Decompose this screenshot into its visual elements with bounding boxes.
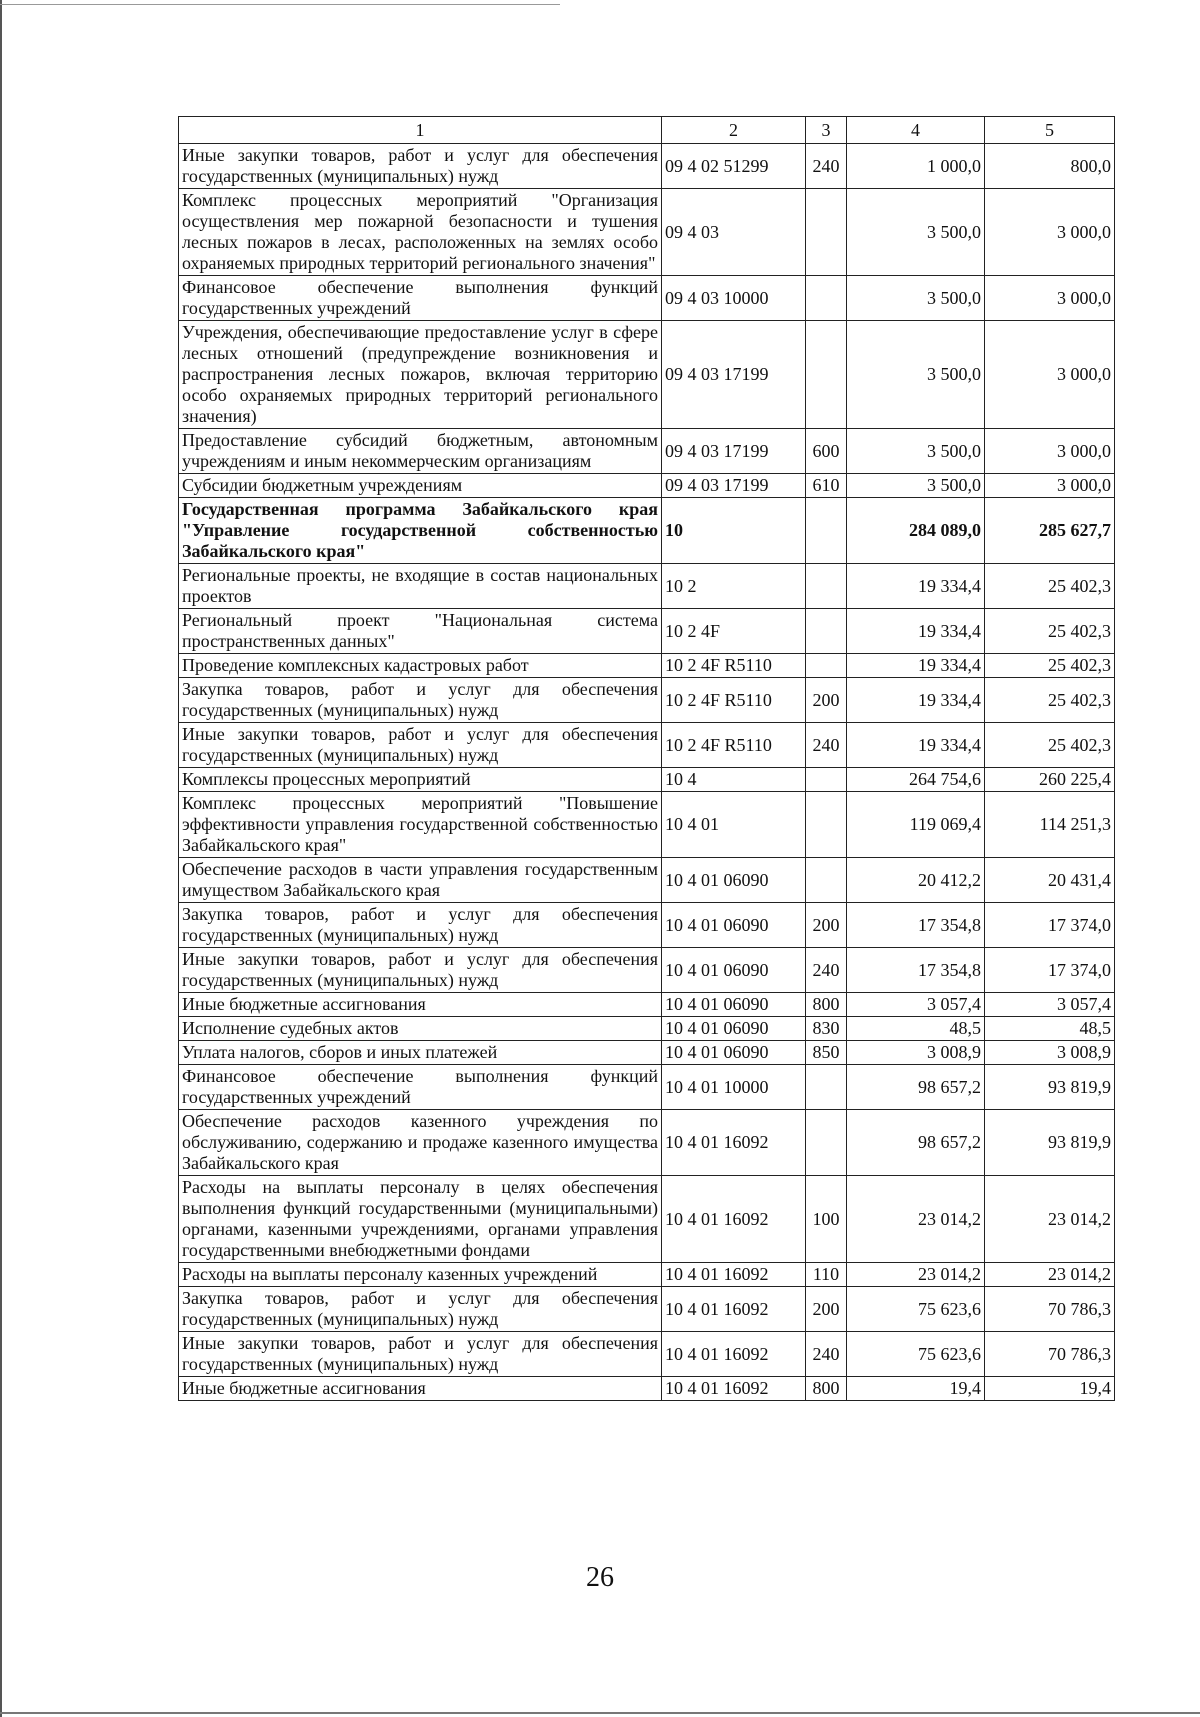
row-expense-type-cell: 850 <box>806 1041 847 1065</box>
row-name-cell: Закупка товаров, работ и услуг для обеспечения государственных (муниципальных) нужд <box>179 678 662 723</box>
table-row <box>179 564 1115 609</box>
row-expense-type-cell <box>806 564 847 609</box>
row-amount-2-cell: 25 402,3 <box>985 654 1115 678</box>
table-row <box>179 903 1115 948</box>
row-amount-2-cell: 3 008,9 <box>985 1041 1115 1065</box>
table-row <box>179 993 1115 1017</box>
table-row <box>179 609 1115 654</box>
row-amount-1-cell: 19 334,4 <box>847 678 985 723</box>
page-bottom-edge <box>0 1712 1200 1714</box>
table-row <box>179 1332 1115 1377</box>
row-expense-type-cell <box>806 768 847 792</box>
row-name-cell: Финансовое обеспечение выполнения функций государственных учреждений <box>179 276 662 321</box>
row-amount-2-cell: 800,0 <box>985 144 1115 189</box>
row-expense-type-cell: 800 <box>806 1377 847 1401</box>
row-expense-type-cell: 240 <box>806 144 847 189</box>
table-row <box>179 1041 1115 1065</box>
row-amount-2-cell: 17 374,0 <box>985 903 1115 948</box>
row-amount-1-cell: 3 057,4 <box>847 993 985 1017</box>
table-row <box>179 858 1115 903</box>
row-code-cell: 10 2 <box>662 564 806 609</box>
row-name-cell: Иные закупки товаров, работ и услуг для обеспечения государственных (муниципальных) нужд <box>179 948 662 993</box>
table-row <box>179 1176 1115 1263</box>
row-name-cell: Обеспечение расходов казенного учреждения по обслуживанию, содержанию и продаже казенного имущества Забайкальского края <box>179 1110 662 1176</box>
row-expense-type-cell: 200 <box>806 903 847 948</box>
row-expense-type-cell: 800 <box>806 993 847 1017</box>
page-number: 26 <box>586 1562 614 1593</box>
header-col-1: 1 <box>179 117 662 144</box>
table-row <box>179 1017 1115 1041</box>
row-expense-type-cell: 600 <box>806 429 847 474</box>
row-amount-1-cell: 3 500,0 <box>847 321 985 429</box>
row-code-cell: 10 4 01 16092 <box>662 1332 806 1377</box>
row-amount-1-cell: 98 657,2 <box>847 1110 985 1176</box>
row-code-cell: 10 2 4F R5110 <box>662 654 806 678</box>
row-code-cell: 09 4 03 10000 <box>662 276 806 321</box>
row-code-cell: 09 4 03 17199 <box>662 474 806 498</box>
row-expense-type-cell <box>806 654 847 678</box>
row-amount-1-cell: 284 089,0 <box>847 498 985 564</box>
row-amount-2-cell: 23 014,2 <box>985 1263 1115 1287</box>
row-code-cell: 10 4 01 16092 <box>662 1287 806 1332</box>
row-name-cell: Иные бюджетные ассигнования <box>179 1377 662 1401</box>
row-name-cell: Комплекс процессных мероприятий "Организация осуществления мер пожарной безопасности и тушения лесных пожаров в лесах, расположенных на землях особо охраняемых природных территорий регионального значения" <box>179 189 662 276</box>
row-amount-2-cell: 70 786,3 <box>985 1332 1115 1377</box>
row-amount-2-cell: 114 251,3 <box>985 792 1115 858</box>
row-expense-type-cell: 240 <box>806 948 847 993</box>
row-amount-1-cell: 119 069,4 <box>847 792 985 858</box>
row-code-cell: 10 2 4F R5110 <box>662 723 806 768</box>
row-name-cell: Предоставление субсидий бюджетным, автономным учреждениям и иным некоммерческим организациям <box>179 429 662 474</box>
row-code-cell: 09 4 02 51299 <box>662 144 806 189</box>
row-name-cell: Уплата налогов, сборов и иных платежей <box>179 1041 662 1065</box>
row-code-cell: 10 4 01 <box>662 792 806 858</box>
row-code-cell: 10 4 01 16092 <box>662 1263 806 1287</box>
row-amount-1-cell: 75 623,6 <box>847 1287 985 1332</box>
row-code-cell: 10 2 4F R5110 <box>662 678 806 723</box>
row-expense-type-cell <box>806 1065 847 1110</box>
row-name-cell: Обеспечение расходов в части управления государственным имуществом Забайкальского края <box>179 858 662 903</box>
table-row <box>179 792 1115 858</box>
row-expense-type-cell: 610 <box>806 474 847 498</box>
table-row <box>179 1065 1115 1110</box>
row-code-cell: 10 4 <box>662 768 806 792</box>
row-amount-1-cell: 3 500,0 <box>847 429 985 474</box>
row-amount-2-cell: 3 000,0 <box>985 189 1115 276</box>
row-code-cell: 10 4 01 06090 <box>662 903 806 948</box>
row-amount-1-cell: 23 014,2 <box>847 1176 985 1263</box>
table-row <box>179 1110 1115 1176</box>
row-expense-type-cell: 200 <box>806 678 847 723</box>
row-amount-2-cell: 93 819,9 <box>985 1110 1115 1176</box>
table-row <box>179 429 1115 474</box>
table-row <box>179 723 1115 768</box>
row-amount-1-cell: 19 334,4 <box>847 564 985 609</box>
row-expense-type-cell <box>806 858 847 903</box>
row-amount-1-cell: 3 008,9 <box>847 1041 985 1065</box>
row-name-cell: Иные бюджетные ассигнования <box>179 993 662 1017</box>
row-code-cell: 09 4 03 17199 <box>662 321 806 429</box>
table-row <box>179 498 1115 564</box>
row-amount-1-cell: 17 354,8 <box>847 948 985 993</box>
row-code-cell: 10 4 01 06090 <box>662 858 806 903</box>
header-col-2: 2 <box>662 117 806 144</box>
row-code-cell: 10 4 01 16092 <box>662 1377 806 1401</box>
row-code-cell: 10 4 01 06090 <box>662 1017 806 1041</box>
row-amount-2-cell: 48,5 <box>985 1017 1115 1041</box>
table-row <box>179 321 1115 429</box>
row-expense-type-cell: 240 <box>806 723 847 768</box>
row-amount-1-cell: 75 623,6 <box>847 1332 985 1377</box>
row-amount-2-cell: 285 627,7 <box>985 498 1115 564</box>
row-amount-1-cell: 3 500,0 <box>847 276 985 321</box>
row-expense-type-cell: 110 <box>806 1263 847 1287</box>
row-amount-1-cell: 48,5 <box>847 1017 985 1041</box>
table-row <box>179 768 1115 792</box>
row-name-cell: Иные закупки товаров, работ и услуг для обеспечения государственных (муниципальных) нужд <box>179 144 662 189</box>
row-name-cell: Субсидии бюджетным учреждениям <box>179 474 662 498</box>
row-name-cell: Проведение комплексных кадастровых работ <box>179 654 662 678</box>
row-amount-1-cell: 1 000,0 <box>847 144 985 189</box>
row-amount-2-cell: 3 000,0 <box>985 429 1115 474</box>
row-code-cell: 09 4 03 17199 <box>662 429 806 474</box>
row-expense-type-cell <box>806 276 847 321</box>
row-amount-1-cell: 98 657,2 <box>847 1065 985 1110</box>
row-expense-type-cell: 240 <box>806 1332 847 1377</box>
row-code-cell: 10 4 01 06090 <box>662 948 806 993</box>
row-expense-type-cell <box>806 321 847 429</box>
row-amount-2-cell: 3 000,0 <box>985 276 1115 321</box>
row-code-cell: 09 4 03 <box>662 189 806 276</box>
table-row <box>179 678 1115 723</box>
row-name-cell: Расходы на выплаты персоналу казенных учреждений <box>179 1263 662 1287</box>
row-amount-2-cell: 25 402,3 <box>985 609 1115 654</box>
row-amount-2-cell: 20 431,4 <box>985 858 1115 903</box>
row-name-cell: Исполнение судебных актов <box>179 1017 662 1041</box>
row-name-cell: Комплексы процессных мероприятий <box>179 768 662 792</box>
row-amount-1-cell: 264 754,6 <box>847 768 985 792</box>
budget-table-body <box>179 117 1115 1401</box>
row-amount-1-cell: 19 334,4 <box>847 654 985 678</box>
row-amount-1-cell: 19,4 <box>847 1377 985 1401</box>
row-name-cell: Иные закупки товаров, работ и услуг для обеспечения государственных (муниципальных) нужд <box>179 1332 662 1377</box>
table-row <box>179 654 1115 678</box>
table-row <box>179 1287 1115 1332</box>
row-amount-1-cell: 3 500,0 <box>847 474 985 498</box>
row-expense-type-cell: 100 <box>806 1176 847 1263</box>
row-name-cell: Региональный проект "Национальная система пространственных данных" <box>179 609 662 654</box>
row-expense-type-cell <box>806 792 847 858</box>
budget-table <box>178 116 1115 1401</box>
table-row <box>179 144 1115 189</box>
row-amount-2-cell: 3 000,0 <box>985 321 1115 429</box>
page-left-edge <box>0 0 2 1717</box>
row-amount-2-cell: 25 402,3 <box>985 564 1115 609</box>
row-amount-2-cell: 23 014,2 <box>985 1176 1115 1263</box>
header-col-3: 3 <box>806 117 847 144</box>
row-amount-2-cell: 3 000,0 <box>985 474 1115 498</box>
row-name-cell: Иные закупки товаров, работ и услуг для обеспечения государственных (муниципальных) нужд <box>179 723 662 768</box>
row-name-cell: Государственная программа Забайкальского края "Управление государственной собственностью Забайкальского края" <box>179 498 662 564</box>
row-amount-1-cell: 20 412,2 <box>847 858 985 903</box>
row-name-cell: Закупка товаров, работ и услуг для обеспечения государственных (муниципальных) нужд <box>179 903 662 948</box>
table-row <box>179 276 1115 321</box>
row-code-cell: 10 4 01 16092 <box>662 1176 806 1263</box>
header-col-5: 5 <box>985 117 1115 144</box>
row-amount-2-cell: 3 057,4 <box>985 993 1115 1017</box>
row-amount-1-cell: 3 500,0 <box>847 189 985 276</box>
row-amount-2-cell: 260 225,4 <box>985 768 1115 792</box>
row-expense-type-cell <box>806 609 847 654</box>
row-amount-2-cell: 70 786,3 <box>985 1287 1115 1332</box>
row-amount-2-cell: 93 819,9 <box>985 1065 1115 1110</box>
row-name-cell: Региональные проекты, не входящие в состав национальных проектов <box>179 564 662 609</box>
row-name-cell: Расходы на выплаты персоналу в целях обеспечения выполнения функций государственными (муниципальными) органами, казенными учреждениями, органами управления государственными внебюджетными фондами <box>179 1176 662 1263</box>
header-col-4: 4 <box>847 117 985 144</box>
row-amount-2-cell: 19,4 <box>985 1377 1115 1401</box>
table-header-row <box>179 117 1115 144</box>
row-code-cell: 10 4 01 06090 <box>662 1041 806 1065</box>
table-row <box>179 474 1115 498</box>
row-expense-type-cell: 200 <box>806 1287 847 1332</box>
row-code-cell: 10 <box>662 498 806 564</box>
row-expense-type-cell <box>806 1110 847 1176</box>
row-amount-2-cell: 25 402,3 <box>985 678 1115 723</box>
row-code-cell: 10 4 01 16092 <box>662 1110 806 1176</box>
table-row <box>179 948 1115 993</box>
row-name-cell: Закупка товаров, работ и услуг для обеспечения государственных (муниципальных) нужд <box>179 1287 662 1332</box>
row-amount-1-cell: 19 334,4 <box>847 609 985 654</box>
row-amount-2-cell: 25 402,3 <box>985 723 1115 768</box>
row-name-cell: Учреждения, обеспечивающие предоставление услуг в сфере лесных отношений (предупреждение возникновения и распространения лесных пожаров, включая территорию особо охраняемых природных территорий регионального значения) <box>179 321 662 429</box>
row-expense-type-cell <box>806 189 847 276</box>
row-code-cell: 10 2 4F <box>662 609 806 654</box>
row-amount-1-cell: 17 354,8 <box>847 903 985 948</box>
row-name-cell: Комплекс процессных мероприятий "Повышение эффективности управления государственной собственностью Забайкальского края" <box>179 792 662 858</box>
scan-top-line <box>0 4 560 5</box>
row-amount-1-cell: 23 014,2 <box>847 1263 985 1287</box>
row-amount-2-cell: 17 374,0 <box>985 948 1115 993</box>
row-name-cell: Финансовое обеспечение выполнения функций государственных учреждений <box>179 1065 662 1110</box>
row-code-cell: 10 4 01 10000 <box>662 1065 806 1110</box>
table-row <box>179 1377 1115 1401</box>
table-row <box>179 189 1115 276</box>
row-amount-1-cell: 19 334,4 <box>847 723 985 768</box>
row-code-cell: 10 4 01 06090 <box>662 993 806 1017</box>
row-expense-type-cell <box>806 498 847 564</box>
row-expense-type-cell: 830 <box>806 1017 847 1041</box>
table-row <box>179 1263 1115 1287</box>
